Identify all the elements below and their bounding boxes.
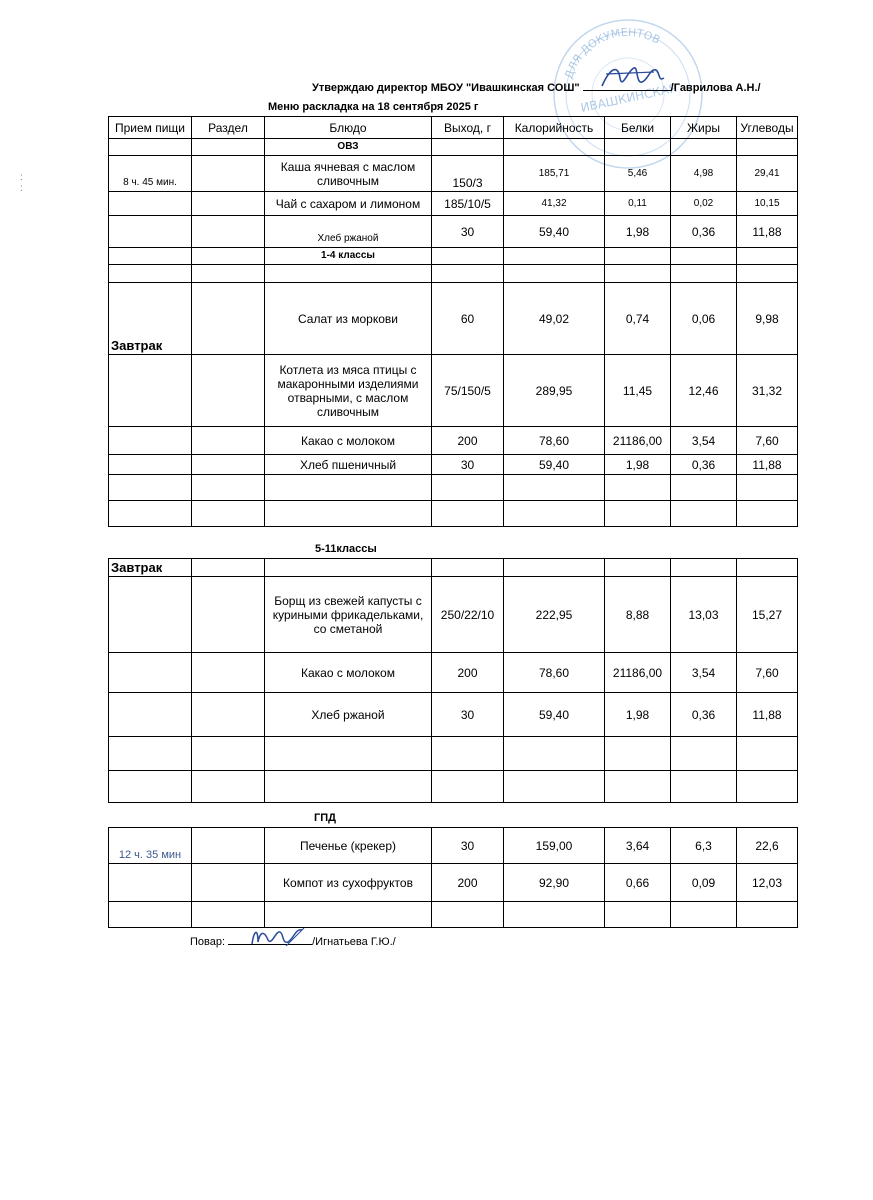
dish-carbs: 9,98: [737, 283, 798, 355]
dish-kcal: 78,60: [504, 427, 605, 455]
dish-kcal: 59,40: [504, 455, 605, 475]
dish-protein: 0,66: [605, 864, 671, 902]
dish-fat: 0,36: [671, 216, 737, 248]
dish-fat: 0,02: [671, 192, 737, 216]
dish-carbs: 12,03: [737, 864, 798, 902]
dish-protein: 0,11: [605, 192, 671, 216]
dish-kcal: 78,60: [504, 653, 605, 693]
dish-fat: 3,54: [671, 653, 737, 693]
dish-name: Салат из моркови: [265, 283, 432, 355]
section-title-ovz: ОВЗ: [265, 139, 432, 156]
dish-protein: 0,74: [605, 283, 671, 355]
menu-table-main: [108, 116, 798, 527]
approval-text: Утверждаю директор МБОУ "Ивашкинская СОШ": [312, 82, 580, 94]
dish-carbs: 7,60: [737, 427, 798, 455]
dish-name: Каша ячневая с маслом сливочным: [265, 156, 432, 192]
dish-name: Какао с молоком: [265, 427, 432, 455]
table-row: [109, 653, 798, 693]
dish-carbs: 29,41: [737, 156, 798, 192]
dish-output: 150/3: [432, 156, 504, 192]
dish-carbs: 10,15: [737, 192, 798, 216]
dish-fat: 12,46: [671, 355, 737, 427]
dish-protein: 1,98: [605, 455, 671, 475]
table-row: [109, 771, 798, 803]
dish-fat: 0,09: [671, 864, 737, 902]
dish-fat: 13,03: [671, 577, 737, 653]
table-row: [109, 283, 798, 355]
dish-kcal: 159,00: [504, 828, 605, 864]
column-header: Прием пищи: [109, 117, 192, 139]
dish-output: 185/10/5: [432, 192, 504, 216]
dish-name: Чай с сахаром и лимоном: [265, 192, 432, 216]
table-row: [109, 559, 798, 577]
table-row: [109, 265, 798, 283]
dish-carbs: 11,88: [737, 455, 798, 475]
dish-protein: 21186,00: [605, 427, 671, 455]
dish-output: 30: [432, 455, 504, 475]
meal-time: 8 ч. 45 мин.: [109, 156, 192, 192]
table-row: [109, 828, 798, 864]
table-row: [109, 577, 798, 653]
menu-table-gpd: [108, 827, 798, 928]
section-title-gpd: ГПД: [314, 812, 336, 824]
svg-text:ИВАШКИНСКАЯ: ИВАШКИНСКАЯ: [579, 80, 679, 115]
table-row: [109, 501, 798, 527]
dish-carbs: 15,27: [737, 577, 798, 653]
column-header: Углеводы: [737, 117, 798, 139]
section-row: [109, 248, 798, 265]
dish-output: 30: [432, 828, 504, 864]
table-row: [109, 737, 798, 771]
table-row: [109, 427, 798, 455]
dish-protein: 21186,00: [605, 653, 671, 693]
menu-title: Меню раскладка на 18 сентября 2025 г: [268, 101, 479, 113]
dish-kcal: 49,02: [504, 283, 605, 355]
table-row: [109, 864, 798, 902]
svg-text:ДЛЯ ДОКУМЕНТОВ: ДЛЯ ДОКУМЕНТОВ: [562, 25, 663, 81]
dish-carbs: 31,32: [737, 355, 798, 427]
dish-name: Хлеб ржаной: [265, 216, 432, 248]
dish-kcal: 185,71: [504, 156, 605, 192]
dish-carbs: 7,60: [737, 653, 798, 693]
column-header: Выход, г: [432, 117, 504, 139]
dish-output: 200: [432, 864, 504, 902]
dish-kcal: 222,95: [504, 577, 605, 653]
dish-fat: 0,06: [671, 283, 737, 355]
dish-output: 30: [432, 216, 504, 248]
dish-carbs: 11,88: [737, 693, 798, 737]
dish-output: 75/150/5: [432, 355, 504, 427]
dish-kcal: 59,40: [504, 216, 605, 248]
cook-signature: [246, 924, 310, 950]
dish-carbs: 22,6: [737, 828, 798, 864]
table-row: [109, 355, 798, 427]
table-row: [109, 475, 798, 501]
dish-kcal: 59,40: [504, 693, 605, 737]
section-row: [109, 139, 798, 156]
scan-marks: : :: [20, 172, 23, 194]
dish-protein: 5,46: [605, 156, 671, 192]
section-title-grade14: 1-4 классы: [265, 248, 432, 265]
dish-output: 30: [432, 693, 504, 737]
dish-protein: 1,98: [605, 216, 671, 248]
dish-carbs: 11,88: [737, 216, 798, 248]
dish-name: Какао с молоком: [265, 653, 432, 693]
dish-kcal: 92,90: [504, 864, 605, 902]
dish-fat: 4,98: [671, 156, 737, 192]
dish-output: 200: [432, 653, 504, 693]
table-row: [109, 693, 798, 737]
dish-name: Котлета из мяса птицы с макаронными изделиями отварными, с маслом сливочным: [265, 355, 432, 427]
dish-protein: 1,98: [605, 693, 671, 737]
cook-label: Повар:: [190, 936, 226, 948]
dish-protein: 3,64: [605, 828, 671, 864]
dish-name: Хлеб пшеничный: [265, 455, 432, 475]
table-row: [109, 192, 798, 216]
dish-output: 60: [432, 283, 504, 355]
column-header: Калорийность: [504, 117, 605, 139]
dish-name: Хлеб ржаной: [265, 693, 432, 737]
dish-kcal: 41,32: [504, 192, 605, 216]
dish-fat: 6,3: [671, 828, 737, 864]
table-row: [109, 902, 798, 928]
dish-name: Компот из сухофруктов: [265, 864, 432, 902]
dish-name: Борщ из свежей капусты с куриными фрикадельками, со сметаной: [265, 577, 432, 653]
table-header-row: [109, 117, 798, 139]
meal-type: Завтрак: [109, 559, 192, 577]
director-name: /Гаврилова А.Н./: [670, 82, 761, 94]
table-row: [109, 156, 798, 192]
meal-type: Завтрак: [109, 283, 192, 355]
dish-protein: 11,45: [605, 355, 671, 427]
dish-output: 250/22/10: [432, 577, 504, 653]
dish-fat: 0,36: [671, 455, 737, 475]
table-row: [109, 455, 798, 475]
column-header: Раздел: [192, 117, 265, 139]
dish-kcal: 289,95: [504, 355, 605, 427]
column-header: Белки: [605, 117, 671, 139]
dish-name: Печенье (крекер): [265, 828, 432, 864]
column-header: Жиры: [671, 117, 737, 139]
section-title-grade511: 5-11классы: [315, 543, 377, 555]
menu-table-grade511: [108, 558, 798, 803]
meal-time: 12 ч. 35 мин: [109, 828, 192, 864]
dish-fat: 3,54: [671, 427, 737, 455]
dish-protein: 8,88: [605, 577, 671, 653]
director-signature: [596, 60, 668, 94]
column-header: Блюдо: [265, 117, 432, 139]
approval-line: [312, 80, 761, 94]
cook-name: /Игнатьева Г.Ю./: [312, 936, 396, 948]
dish-fat: 0,36: [671, 693, 737, 737]
dish-output: 200: [432, 427, 504, 455]
table-row: [109, 216, 798, 248]
